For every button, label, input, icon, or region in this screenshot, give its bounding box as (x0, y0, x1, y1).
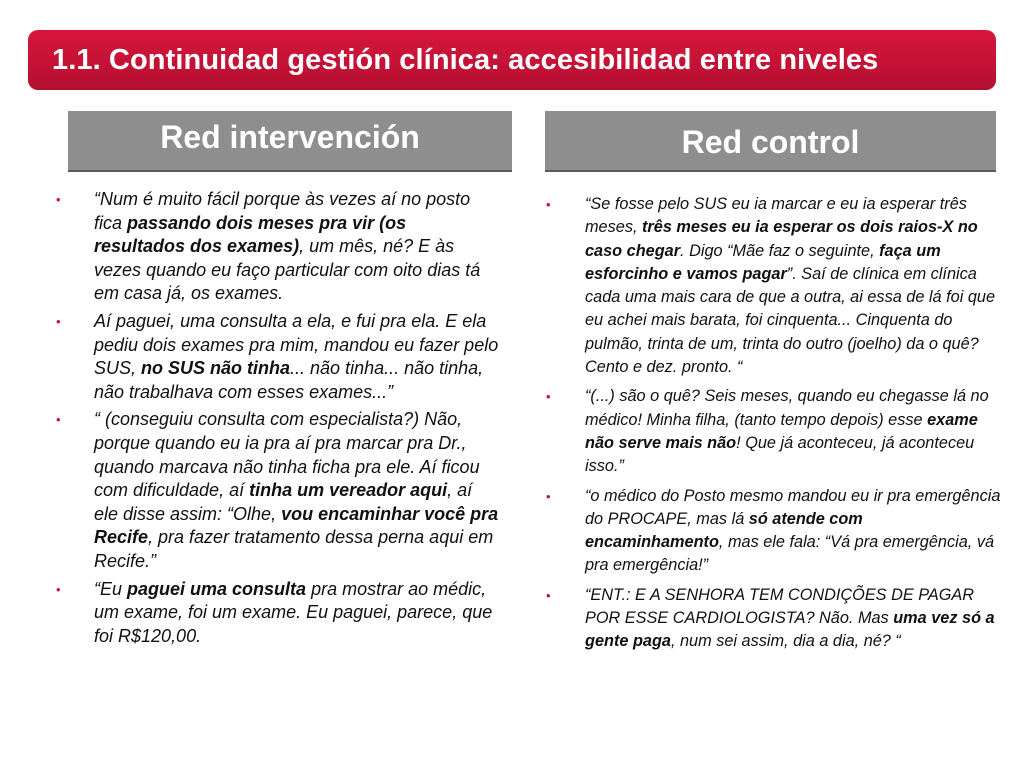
quote-run: Aí paguei, uma consulta a ela, e fui pra ela. E ela pediu dois exames pra mim, mandou eu fazer pelo SUS, (94, 310, 499, 379)
quotes-list-intervencion (56, 188, 500, 652)
quote-emphasis: faça um esforcinho e vamos pagar (585, 241, 941, 283)
bullet-icon: • (546, 197, 551, 212)
quote-run: “(...) são o quê? Seis meses, quando eu chegasse lá no médico! Minha filha, (tanto tempo depois) esse (585, 387, 989, 429)
bullet-icon: • (546, 587, 551, 603)
quote-run: , pra fazer tratamento dessa perna aqui em Recife.” (94, 527, 494, 571)
quote-text (585, 487, 1000, 575)
bullet-icon: • (546, 488, 551, 504)
quote-text (94, 579, 492, 646)
quote-item (56, 188, 500, 306)
quote-run: , um mês, né? E às vezes quando eu faço particular com oito dias tá em casa já, os exames. (94, 236, 481, 304)
quote-text (94, 189, 480, 303)
quote-text (585, 387, 989, 475)
quote-text (94, 409, 498, 571)
quote-item (543, 584, 1003, 654)
quote-run: pra mostrar ao médic, um exame, foi um exame. Eu paguei, parece, que foi R$120,00. (94, 578, 493, 646)
quote-item (543, 385, 1003, 478)
quote-run: , mas ele fala: “Vá pra emergência, vá pra emergência!” (585, 533, 995, 575)
quote-run: “Num é muito fácil porque às vezes aí no posto fica (94, 189, 471, 233)
slide-title: 1.1. Continuidad gestión clínica: accesibilidad entre niveles (52, 43, 879, 76)
quote-item (56, 578, 500, 649)
header-red-control: Red control (545, 111, 996, 172)
quote-item (543, 193, 1003, 379)
quotes-list-control (543, 193, 1003, 660)
quote-run: “Eu (94, 578, 128, 599)
quote-run: , aí ele disse assim: “Olhe, (94, 480, 473, 524)
quote-emphasis: paguei uma consulta (127, 578, 307, 599)
quote-run: “o médico do Posto mesmo mandou eu ir pra emergência do PROCAPE, mas lá (585, 486, 1001, 528)
title-banner (28, 30, 996, 90)
quote-text (585, 195, 995, 376)
quote-run: ... não tinha... não tinha, não trabalhava com esses exames...” (94, 358, 484, 402)
quote-emphasis: três meses eu ia esperar os dois raios-X no caso chegar (585, 218, 978, 260)
quote-run: ”. Saí de clínica em clínica cada uma mais cara de que a outra, ai essa de lá foi que eu achei mais barata, foi cinquenta... Cinquenta do pulmão, trinta de um, trinta do outro (joelho) da o quê? Cento e dez. pronto. “ (585, 264, 995, 377)
quote-run: “ENT.: E A SENHORA TEM CONDIÇÕES DE PAGAR POR ESSE CARDIOLOGISTA? Não. Mas (585, 585, 974, 628)
quote-run: ! Que já aconteceu, já aconteceu isso.” (585, 433, 975, 476)
quote-text (585, 586, 995, 651)
quote-item (543, 485, 1003, 578)
quote-item (56, 408, 500, 573)
quote-emphasis: passando dois meses pra vir (os resultados dos exames) (94, 212, 407, 257)
quote-emphasis: exame não serve mais não (585, 410, 978, 452)
quote-emphasis: vou encaminhar você pra Recife (94, 503, 499, 548)
quote-run: , num sei assim, dia a dia, né? “ (670, 632, 901, 651)
bullet-icon: • (56, 412, 61, 428)
quote-emphasis: tinha um vereador aqui (249, 480, 448, 501)
quote-emphasis: só atende com encaminhamento (585, 509, 863, 552)
quote-run: “Se fosse pelo SUS eu ia marcar e eu ia esperar três meses, (585, 195, 967, 237)
bullet-icon: • (56, 581, 61, 597)
bullet-icon: • (56, 192, 61, 207)
quote-emphasis: uma vez só a gente paga (585, 609, 995, 651)
quote-item (56, 310, 500, 404)
bullet-icon: • (546, 389, 551, 405)
bullet-icon: • (56, 313, 61, 329)
quote-run: . Digo “Mãe faz o seguinte, (680, 241, 880, 260)
quote-run: “ (conseguiu consulta com especialista?) Não, porque quando eu ia pra aí pra marcar pra Dr., quando marcava não tinha ficha pra ele. Aí ficou com dificuldade, aí (94, 409, 480, 501)
header-red-intervencion: Red intervención (68, 111, 512, 172)
quote-emphasis: no SUS não tinha (141, 358, 291, 379)
quote-text (94, 311, 498, 402)
